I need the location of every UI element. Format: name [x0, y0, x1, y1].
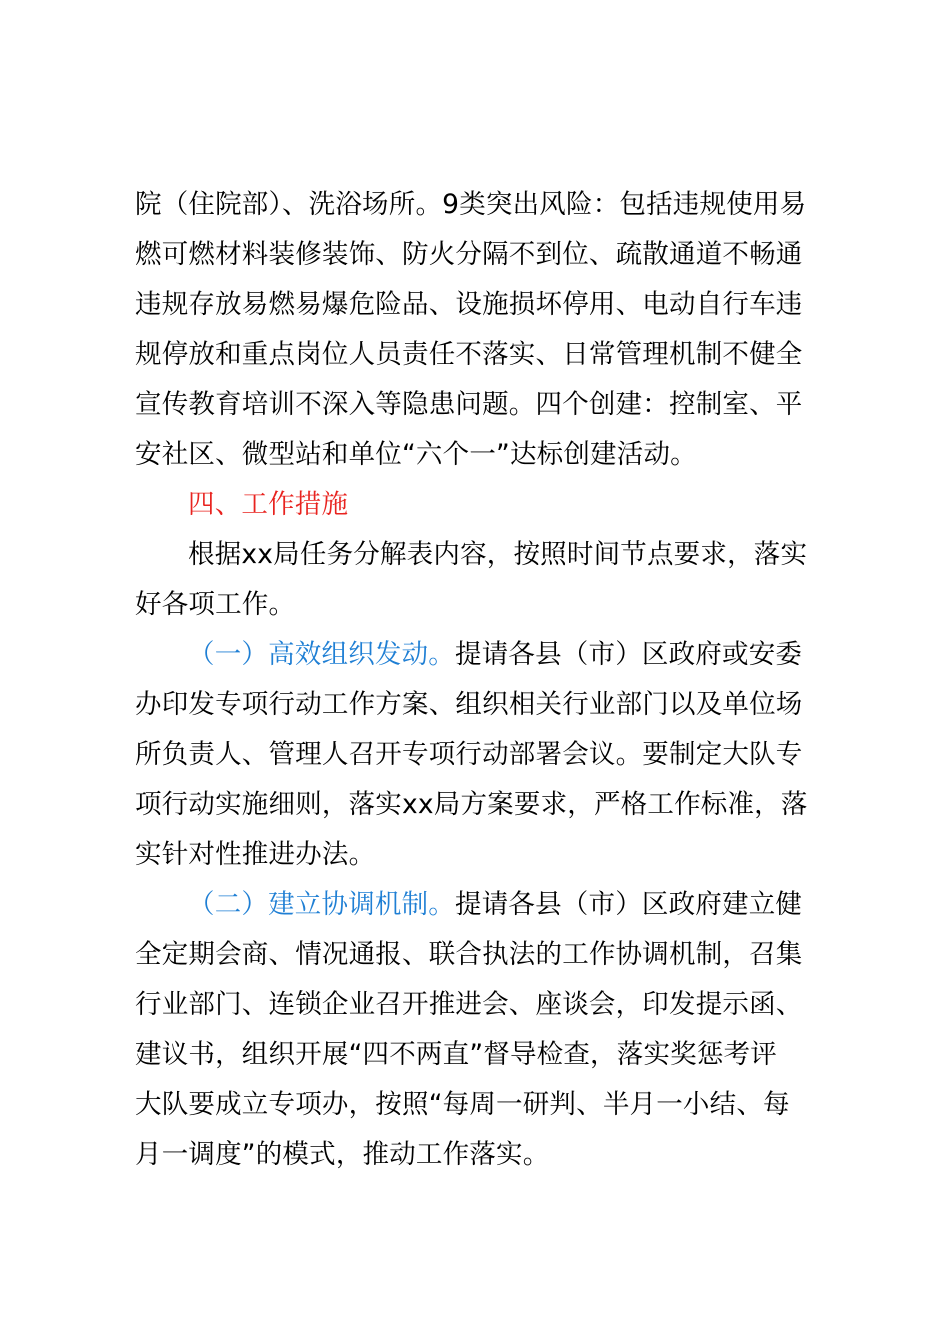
- item1-line: 项行动实施细则，落实xx局方案要求，严格工作标准，落: [135, 789, 808, 820]
- item1-line: 所负责人、管理人召开专项行动部署会议。要制定大队专: [135, 739, 803, 770]
- body-text-line: 规停放和重点岗位人员责任不落实、日常管理机制不健全: [135, 339, 803, 370]
- section-heading: 四、工作措施: [188, 489, 349, 520]
- item2-line: 全定期会商、情况通报、联合执法的工作协调机制，召集: [135, 939, 803, 970]
- section-intro-line: 根据xx局任务分解表内容，按照时间节点要求，落实: [188, 539, 808, 570]
- item1-first-line-text: 提请各县（市）区政府或安委: [455, 639, 803, 670]
- item1-title: （一）高效组织发动。: [188, 639, 455, 670]
- item2-line: 行业部门、连锁企业召开推进会、座谈会，印发提示函、: [135, 989, 803, 1020]
- item1-line: 实针对性推进办法。: [135, 839, 376, 870]
- item2-line: 月一调度”的模式，推动工作落实。: [135, 1139, 550, 1170]
- body-text-line: 燃可燃材料装修装饰、防火分隔不到位、疏散通道不畅通: [135, 239, 803, 270]
- item2-title: （二）建立协调机制。: [188, 889, 455, 920]
- body-text-line: 安社区、微型站和单位“六个一”达标创建活动。: [135, 439, 697, 470]
- item2-line: 建议书，组织开展“四不两直”督导检查，落实奖惩考评: [135, 1039, 777, 1070]
- item2-first-line-text: 提请各县（市）区政府建立健: [455, 889, 803, 920]
- item2-line: 大队要成立专项办，按照“每周一研判、半月一小结、每: [135, 1089, 790, 1120]
- section-intro-line: 好各项工作。: [135, 589, 296, 620]
- body-text-line: 宣传教育培训不深入等隐患问题。四个创建：控制室、平: [135, 389, 803, 420]
- body-text-line: 违规存放易燃易爆危险品、设施损坏停用、电动自行车违: [135, 289, 803, 320]
- item2-first-line: [188, 880, 802, 930]
- item1-line: 办印发专项行动工作方案、组织相关行业部门以及单位场: [135, 689, 803, 720]
- item1-first-line: [188, 630, 802, 680]
- body-text-line: 院（住院部）、洗浴场所。9类突出风险：包括违规使用易: [135, 189, 807, 220]
